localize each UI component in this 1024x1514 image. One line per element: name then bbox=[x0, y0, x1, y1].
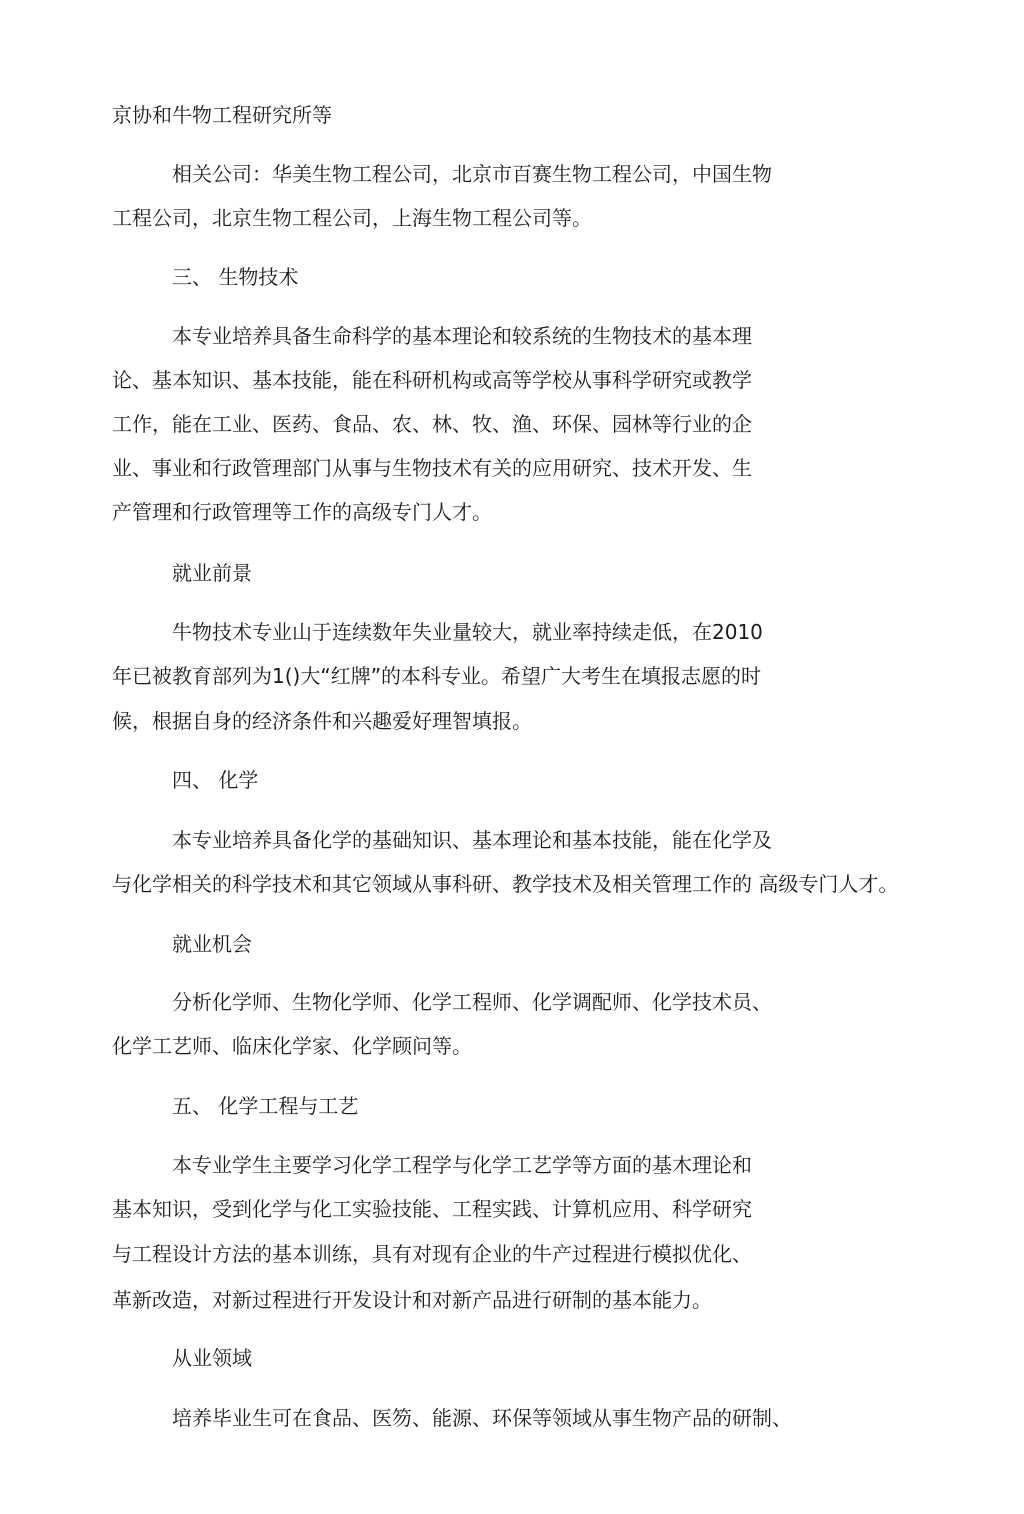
text-line: 年已被教育部列为1()大“红牌”的本科专业。希望广大考生在填报志愿的时 bbox=[112, 664, 762, 688]
text-line: 工程公司，北京生物工程公司，上海生物工程公司等。 bbox=[112, 206, 592, 230]
section-heading: 四、 化学 bbox=[172, 768, 259, 792]
text-line: 本专业培养具备化学的基础知识、基本理论和基本技能，能在化学及 bbox=[172, 828, 772, 852]
text-line: 相关公司：华美生物工程公司，北京市百赛生物工程公司，中国生物 bbox=[172, 162, 772, 186]
text-line: 本专业培养具备生命科学的基本理论和较系统的生物技术的基本理 bbox=[172, 324, 752, 348]
text-line: 产管理和行政管理等工作的高级专门人才。 bbox=[112, 500, 492, 524]
subsection-heading: 从业领域 bbox=[172, 1346, 252, 1370]
section-heading: 三、 生物技术 bbox=[172, 265, 299, 289]
text-line: 业、事业和行政管理部门从事与生物技术有关的应用研究、技术开发、生 bbox=[112, 456, 752, 480]
text-line: 工作，能在工业、医药、食品、农、林、牧、渔、环保、园林等行业的企 bbox=[112, 412, 752, 436]
text-line: 牛物技术专业山于连续数年失业量较大，就业率持续走低，在2010 bbox=[172, 620, 763, 644]
section-heading: 五、 化学工程与工艺 bbox=[172, 1094, 359, 1118]
text-line: 革新改造，对新过程进行开发设计和对新产品进行研制的基本能力。 bbox=[112, 1288, 712, 1312]
text-line: 分析化学师、生物化学师、化学工程师、化学调配师、化学技术员、 bbox=[172, 990, 772, 1014]
text-line: 本专业学生主要学习化学工程学与化学工艺学等方面的基木理论和 bbox=[172, 1153, 752, 1177]
text-line: 基本知识，受到化学与化工实验技能、工程实践、计算机应用、科学研究 bbox=[112, 1197, 752, 1221]
text-line: 与化学相关的科学技术和其它领域从事科研、教学技术及相关管理工作的 高级专门人才。 bbox=[112, 872, 899, 896]
subsection-heading: 就业前景 bbox=[172, 561, 252, 585]
text-line: 化学工艺师、临床化学家、化学顾问等。 bbox=[112, 1034, 472, 1058]
text-line: 培养毕业生可在食品、医笏、能源、环保等领域从事生物产品的研制、 bbox=[172, 1406, 792, 1430]
text-line: 京协和牛物工程研究所等 bbox=[112, 103, 332, 127]
subsection-heading: 就业机会 bbox=[172, 932, 252, 956]
text-line: 与工程设计方法的基本训练，具有对现有企业的牛产过程进行模拟优化、 bbox=[112, 1242, 752, 1266]
text-line: 候，根据自身的经济条件和兴趣爱好理智填报。 bbox=[112, 709, 532, 733]
text-line: 论、基本知识、基本技能，能在科研机构或高等学校从事科学研究或教学 bbox=[112, 368, 752, 392]
